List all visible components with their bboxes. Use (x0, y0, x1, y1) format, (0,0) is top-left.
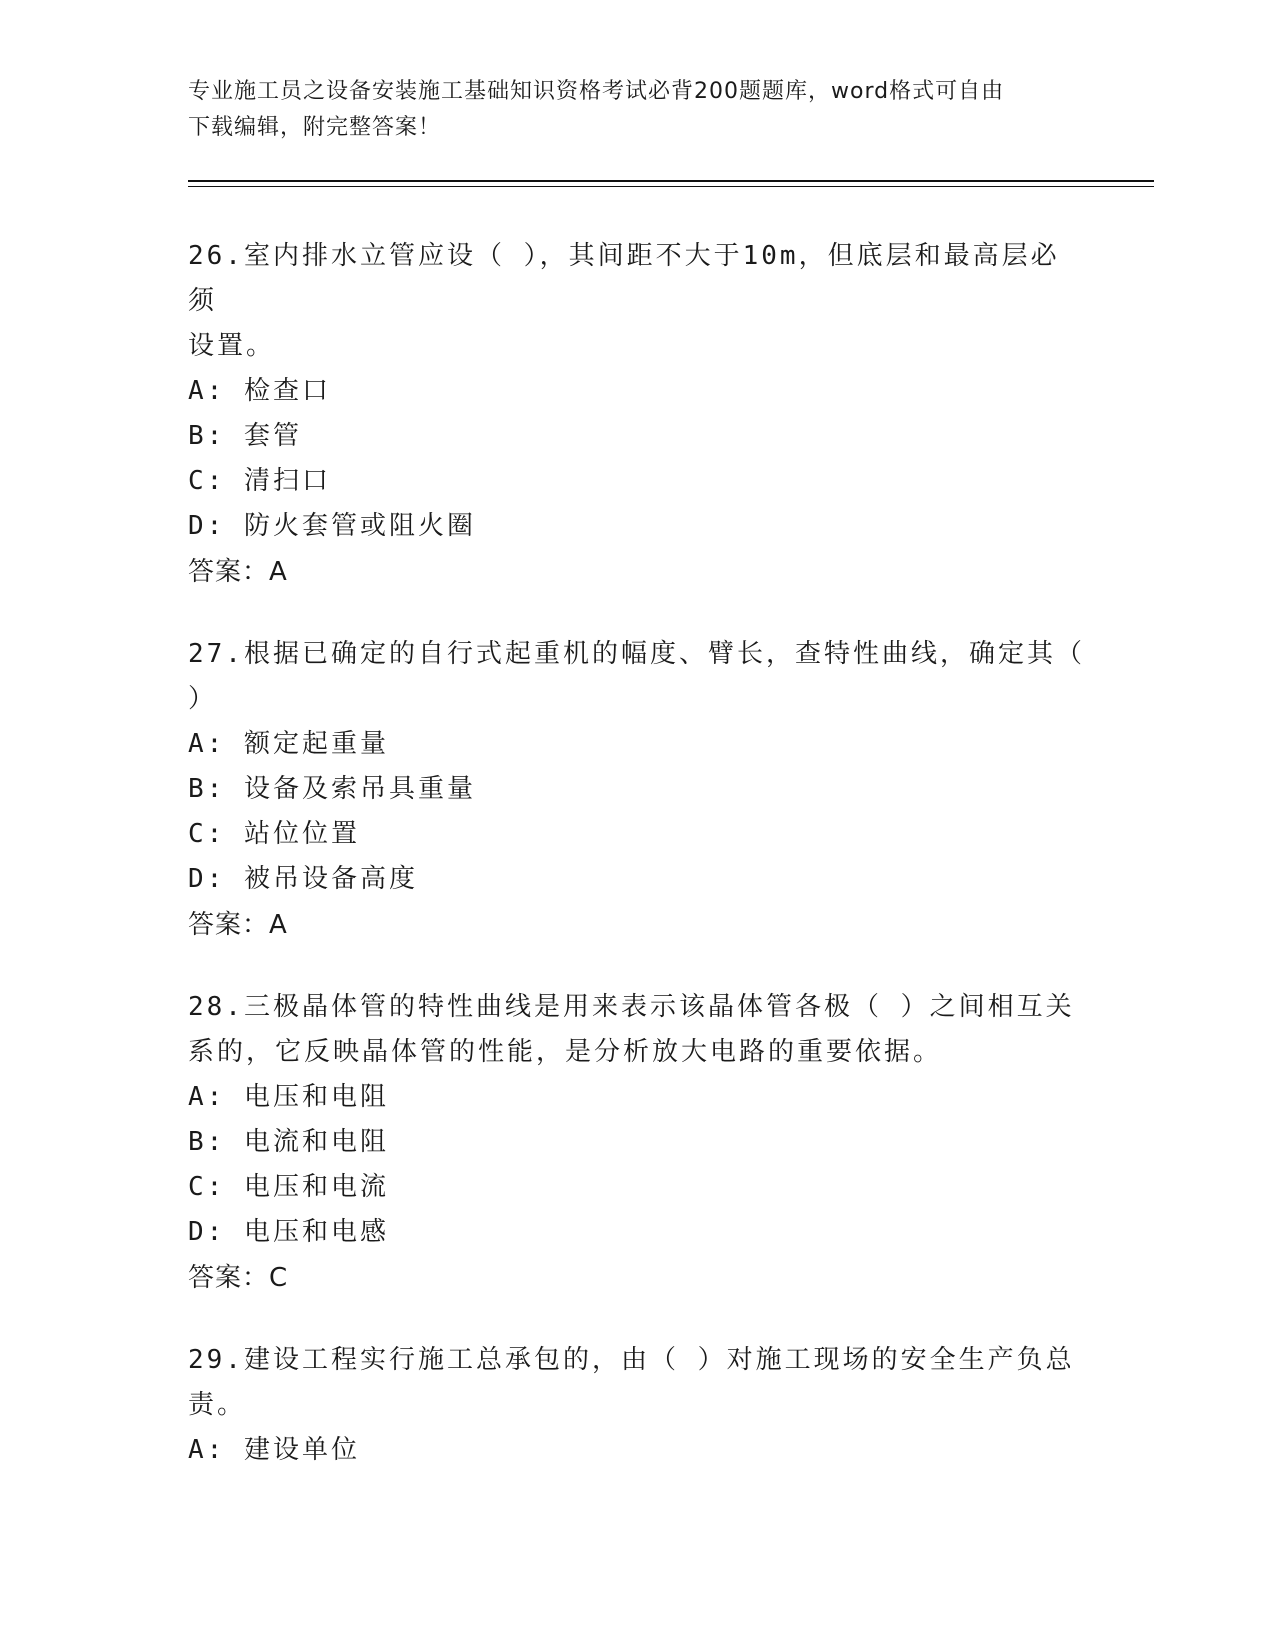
question-text-line-1: 26.室内排水立管应设（ ），其间距不大于10m，但底层和最高层必须 (188, 241, 1060, 316)
question-text-line-1: 28.三极晶体管的特性曲线是用来表示该晶体管各极（ ）之间相互关 (188, 992, 1075, 1022)
header-line-2: 下载编辑，附完整答案！ (188, 115, 442, 140)
question-26 (188, 234, 1088, 595)
question-28 (188, 985, 1088, 1301)
question-list (188, 234, 1088, 1510)
answer: 答案：C (188, 1263, 289, 1293)
option-d: D: 被吊设备高度 (188, 864, 418, 894)
option-b: B: 电流和电阻 (188, 1127, 389, 1157)
option-c: C: 站位位置 (188, 819, 360, 849)
option-c: C: 清扫口 (188, 466, 331, 496)
header-line-1: 专业施工员之设备安装施工基础知识资格考试必背200题题库，word格式可自由 (188, 79, 1005, 104)
option-b: B: 设备及索吊具重量 (188, 774, 476, 804)
header-divider-thick (188, 180, 1154, 182)
question-text-line-2: ） (188, 684, 218, 714)
header-divider-thin (188, 186, 1154, 187)
option-d: D: 防火套管或阻火圈 (188, 511, 476, 541)
question-text-line-1: 29.建设工程实行施工总承包的，由（ ）对施工现场的安全生产负总 (188, 1345, 1075, 1375)
question-27 (188, 632, 1088, 948)
option-c: C: 电压和电流 (188, 1172, 389, 1202)
question-text-line-2: 系的，它反映晶体管的性能，是分析放大电路的重要依据。 (188, 1037, 943, 1067)
option-a: A: 检查口 (188, 376, 331, 406)
option-a: A: 额定起重量 (188, 729, 389, 759)
question-29 (188, 1338, 1088, 1473)
option-b: B: 套管 (188, 421, 302, 451)
option-a: A: 电压和电阻 (188, 1082, 389, 1112)
document-header (188, 74, 1088, 146)
question-text-line-2: 设置。 (188, 331, 276, 361)
answer: 答案：A (188, 910, 288, 940)
question-text-line-1: 27.根据已确定的自行式起重机的幅度、臂长，查特性曲线，确定其（ (188, 639, 1085, 669)
option-a: A: 建设单位 (188, 1435, 360, 1465)
answer: 答案：A (188, 557, 288, 587)
question-text-line-2: 责。 (188, 1390, 247, 1420)
option-d: D: 电压和电感 (188, 1217, 389, 1247)
